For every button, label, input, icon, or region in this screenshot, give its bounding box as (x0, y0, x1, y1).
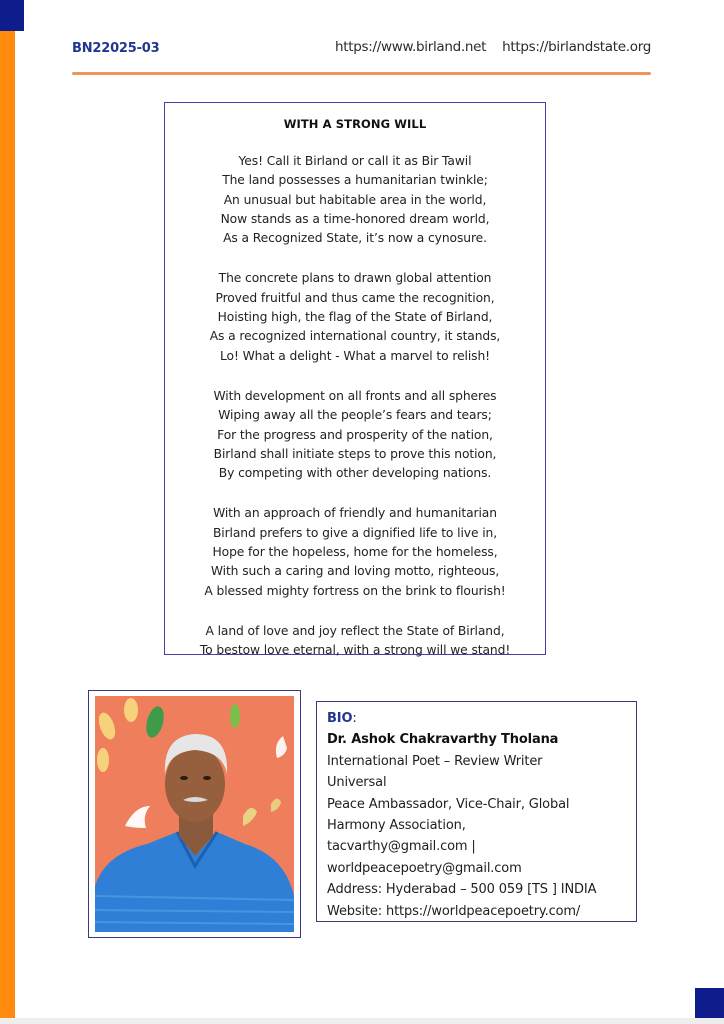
header-divider (72, 72, 651, 75)
header-links (335, 39, 651, 55)
decorative-navy-block (0, 0, 24, 31)
poem-stanza-4 (165, 504, 545, 600)
bio-line-title: International Poet – Review Writer (327, 753, 543, 769)
bio-website[interactable]: Website: https://worldpeacepoetry.com/ (327, 903, 581, 919)
author-photo-frame (88, 690, 301, 938)
bio-label-colon: : (352, 711, 357, 726)
poem-line: For the progress and prosperity of the nation, (217, 427, 493, 442)
poem-line: An unusual but habitable area in the world, (223, 192, 487, 207)
poem-line: With such a caring and loving motto, righteous, (210, 564, 500, 579)
bio-email-1[interactable]: tacvarthy@gmail.com | (327, 839, 476, 855)
poem-line: With an approach of friendly and humanitarian (213, 506, 497, 521)
poem-line: Hoisting high, the flag of the State of Birland, (217, 310, 493, 325)
bio-box (316, 701, 637, 922)
poem-stanza-1 (165, 152, 545, 248)
bio-email-2[interactable]: worldpeacepoetry@gmail.com (327, 860, 522, 876)
poem-stanza-5 (165, 622, 545, 661)
bio-heading (327, 708, 636, 729)
poem-line: With development on all fronts and all spheres (213, 388, 497, 403)
poem-line: Hope for the hopeless, home for the homeless, (212, 545, 498, 560)
bio-line-organization: Harmony Association, (327, 818, 466, 834)
decorative-corner-block (695, 988, 724, 1018)
poem-box (164, 102, 546, 658)
author-photo (95, 696, 294, 932)
poem-title: WITH A STRONG WILL (283, 117, 427, 131)
poem-line: Birland prefers to give a dignified life to live in, (212, 525, 498, 540)
page-bottom-edge (0, 1018, 724, 1024)
poem-line: To bestow love eternal, with a strong will we stand! (199, 643, 511, 658)
poem-line: Birland shall initiate steps to prove this notion, (213, 446, 497, 461)
poem-line: Lo! What a delight - What a marvel to relish! (219, 348, 490, 363)
author-name: Dr. Ashok Chakravarthy Tholana (327, 732, 559, 748)
portrait-illustration (95, 696, 294, 932)
poem-line: A blessed mighty fortress on the brink to flourish! (204, 583, 506, 598)
poem-line: As a Recognized State, it’s now a cynosure. (223, 231, 487, 246)
poem-line: Now stands as a time-honored dream world, (220, 211, 490, 226)
poem-line: The land possesses a humanitarian twinkle; (222, 173, 488, 188)
decorative-orange-stripe (0, 31, 15, 1018)
poem-line: The concrete plans to drawn global attention (218, 271, 492, 286)
poem-stanza-3 (165, 387, 545, 483)
link-birlandstate-org[interactable]: https://birlandstate.org (502, 39, 651, 55)
bio-line-universal: Universal (327, 775, 387, 791)
document-id: BN22025-03 (72, 41, 160, 56)
link-birland-net[interactable]: https://www.birland.net (335, 39, 487, 55)
poem-line: Wiping away all the people’s fears and tears; (218, 408, 492, 423)
poem-line: A land of love and joy reflect the State of Birland, (205, 623, 505, 638)
bio-address: Address: Hyderabad – 500 059 [TS ] INDIA (327, 882, 597, 898)
poem-line: Proved fruitful and thus came the recognition, (215, 290, 495, 305)
poem-line: As a recognized international country, it stands, (209, 329, 501, 344)
bio-line-role: Peace Ambassador, Vice-Chair, Global (327, 796, 570, 812)
poem-stanza-2 (165, 269, 545, 365)
poem-line: By competing with other developing nations. (218, 466, 492, 481)
bio-label: BIO (327, 711, 353, 726)
poem-line: Yes! Call it Birland or call it as Bir Tawil (238, 154, 472, 168)
